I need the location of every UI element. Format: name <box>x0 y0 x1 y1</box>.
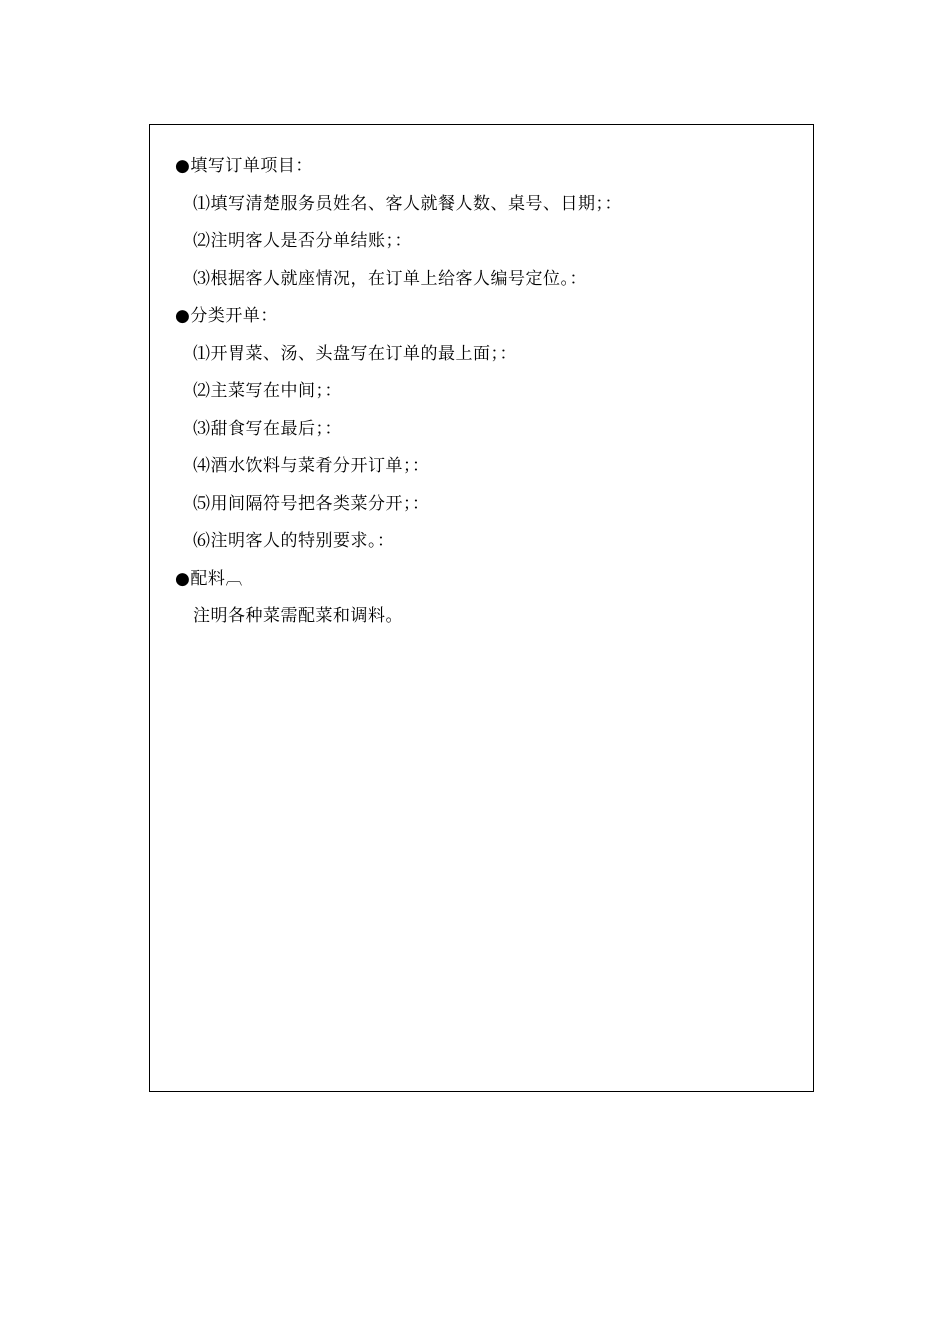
list-item: ⑶甜食写在最后；： <box>193 419 342 439</box>
list-item: ⑴开胃菜、汤、头盘写在订单的最上面；： <box>193 344 517 364</box>
bullet-icon: ● <box>175 156 191 176</box>
list-item: ⑶根据客人就座情况，在订单上给客人编号定位。： <box>193 269 587 289</box>
section-heading-order-items <box>175 156 313 176</box>
list-item: ⑵主菜写在中间；： <box>193 381 342 401</box>
heading-text: 配料︹ <box>190 569 243 589</box>
document-frame <box>149 124 814 1092</box>
list-item: ⑸用间隔符号把各类菜分开；： <box>193 494 430 514</box>
heading-text: 填写订单项目： <box>190 156 313 176</box>
list-item: ⑹注明客人的特别要求。： <box>193 531 395 551</box>
section-heading-ingredients <box>175 569 243 589</box>
bullet-icon: ● <box>175 569 191 589</box>
list-item: ⑷酒水饮料与菜肴分开订单；： <box>193 456 430 476</box>
section-heading-categorize <box>175 306 278 326</box>
heading-text: 分类开单： <box>190 306 278 326</box>
list-item: ⑴填写清楚服务员姓名、客人就餐人数、桌号、日期；： <box>193 194 622 214</box>
paragraph-text: 注明各种菜需配菜和调料。 <box>193 606 403 626</box>
list-item: ⑵注明客人是否分单结账；： <box>193 231 412 251</box>
bullet-icon: ● <box>175 306 191 326</box>
